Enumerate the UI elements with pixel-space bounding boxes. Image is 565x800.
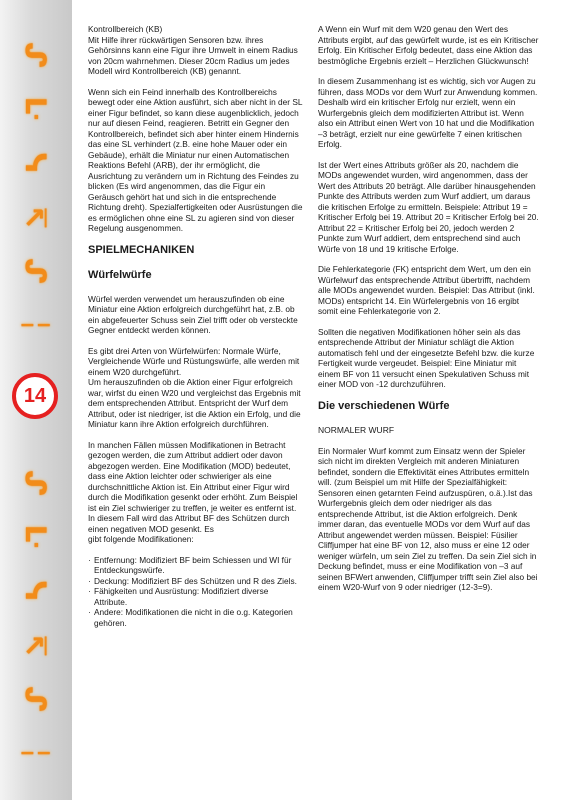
kb-intro-paragraph: Kontrollbereich (KB) Mit Hilfe ihrer rückwärtigen Sensoren bzw. ihres Gehörsinns kann eine Figur ihre Umwelt in einem Radius von 20cm wahrnehmen. Dieser 20cm Radius um jedes Modell wird Kontrollbereich (KB) genannt. <box>88 24 298 76</box>
subsection-title: Die verschiedenen Würfe <box>318 399 450 412</box>
list-item: · Fähigkeiten und Ausrüstung: Modifiziert diverse Attribute. <box>88 586 303 607</box>
glyph-column-bottom <box>18 468 52 768</box>
right-column <box>318 24 540 593</box>
decorative-sidebar <box>0 0 72 800</box>
negative-mods-paragraph: Sollten die negativen Modifikationen höher sein als das entsprechende Attribut der Miniatur schlägt die Aktion automatisch fehl und der eingesetzte Befehl bzw. die kurze Fertigkeit wurde vergeudet. Beispiel: Eine Miniatur mit einem BF von 11 versucht einen Spekulativen Schuss mit einer MOD von -12 durchzuführen. <box>318 326 535 389</box>
list-item: · Deckung: Modifiziert BF des Schützen und R des Ziels. <box>88 576 303 587</box>
alien-glyph: ᓭ <box>19 152 52 174</box>
dice-types-paragraph: Es gibt drei Arten von Würfelwürfen: Normale Würfe, Vergleichende Würfe und Rüstungswürfe, alle werden mit einem W20 durchgeführt. Um herauszufinden ob die Aktion einer Figur erfolgreich war, wirfst du einen W20 und vergleichst das Ergebnis mit dem entsprechenden Attribut. Entspricht der Wurf dem Attribut, oder ist niedriger, ist die Aktion ein Erfolg, und die Miniatur kann ihre Aktion erfolgreich durchführen. <box>88 345 301 429</box>
dice-intro-paragraph: Würfel werden verwendet um herauszufinden ob eine Miniatur eine Aktion erfolgreich durchgeführt hat, z.B. ob ein abgefeuerter Schuss sein Ziel trifft oder ob versteckte Gegner entdeckt werden können. <box>88 293 298 335</box>
alien-glyph: ᒷ <box>19 96 52 122</box>
alien-glyph: ᔑ <box>19 470 52 496</box>
section-title: SPIELMECHANIKEN <box>88 243 195 256</box>
alien-glyph: ᓭ <box>19 580 52 602</box>
page-number: 14 <box>23 384 47 407</box>
list-item: · Entfernung: Modifiziert BF beim Schiessen und WI für Entdeckungswürfe. <box>88 555 303 576</box>
alien-glyph: ᔑ <box>19 258 52 284</box>
subsection-title: Würfelwürfe <box>88 268 152 281</box>
glyph-column-top <box>18 40 52 340</box>
alien-glyph: ↸ <box>19 633 52 657</box>
modifications-list <box>88 555 303 629</box>
page-number-badge <box>12 373 58 419</box>
alien-glyph: ↸ <box>19 205 52 229</box>
left-column <box>88 24 303 628</box>
error-category-paragraph: Die Fehlerkategorie (FK) entspricht dem Wert, um den ein Würfelwurf das entsprechende Attribut übertrifft, nachdem alle MODs angewendet wurden. Beispiel: Das Attribut (inkl. MODs) entspricht 14. Ein Würfelergebnis von 16 ergibt somit eine Fehlerkategorie von 2. <box>318 264 535 316</box>
mod-context-paragraph: In diesem Zusammenhang ist es wichtig, sich vor Augen zu führen, dass MODs vor dem Wurf zur Anwendung kommen. Deshalb wird ein kritischer Erfolg nur erzielt, wenn ein Wurfergebnis gleich dem modifizierten Attribut ist. Wenn also ein Attribut einen Wert von 10 hat und die Modifikation –3 beträgt, erzielt nur eine gewürfelte 7 einen kritischen Erfolg. <box>318 76 538 149</box>
minor-title: NORMALER WURF <box>318 424 395 435</box>
alien-glyph: ᔑ <box>19 42 52 68</box>
attribute-over-20-paragraph: Ist der Wert eines Attributs größer als 20, nachdem die MODs angewendet wurden, wird angenommen, dass der Wert des Attributs 20 beträgt. Alle darüber hinausgehenden Punkte des Attributs werden zum Wurf addiert, um daraus die kritischen Erfolge zu ermitteln. Beispiele: Attribut 19 = Kritischer Erfolg bei 19. Attribut 20 = Kritischer Erfolg bei 20. Attribut 22 = Kritischer Erfolg bei 20, jedoch werden 2 Punkte zum Wurf addiert, dem entsprechend sind auch Würfe von 18 und 19 kritische Erfolge. <box>318 159 539 254</box>
list-item: · Andere: Modifikationen die nicht in die o.g. Kategorien gehören. <box>88 607 303 628</box>
alien-glyph: ╎ <box>19 316 52 334</box>
alien-glyph: ╎ <box>19 744 52 762</box>
critical-success-paragraph: A Wenn ein Wurf mit dem W20 genau den Wert des Attributs ergibt, auf das gewürfelt wurde, ist es ein Kritischer Erfolg. Ein Kritischer Erfolg bedeutet, dass eine Aktion das bestmögliche Ergebnis erzielt – Herzlichen Glückwunsch! <box>318 24 539 66</box>
mods-intro-paragraph: In manchen Fällen müssen Modifikationen in Betracht gezogen werden, die zum Attribut addiert oder davon abgezogen werden. Eine Modifikation (MOD) bedeutet, dass eine Aktion leichter oder schwieriger als eine durchschnittliche Aktion ist. Ein Attribut einer Figur wird durch die Modifikation gesenkt oder erhöht. Zum Beispiel ist ein Ziel schwieriger zu treffen, je weiter es entfernt ist. In diesem Fall wird das Attribut BF des Schützen durch einen negativen MOD gesenkt. Es gibt folgende Modifikationen: <box>88 439 298 544</box>
alien-glyph: ᒷ <box>19 524 52 550</box>
normal-roll-paragraph: Ein Normaler Wurf kommt zum Einsatz wenn der Spieler sich nicht im direkten Vergleich mit anderen Miniaturen befindet, sondern die Effektivität eines Attributes ermitteln will. (zum Beispiel um mit Hilfe der Spezialfähigkeit: Sensoren einen getarnten Feind aufzuspüren, o.ä.).Ist das Wurfergebnis gleich dem oder niedriger als das entsprechende Attribut, ist die Aktion erfolgreich. Denk immer daran, das eventuelle MODs vor dem Wurf auf das Attribut angewendet werden müssen. Beispiel: Füsilier Cliffjumper hat eine BF von 12, also muss er eine 12 oder weniger würfeln, um sein Ziel zu treffen. Da sein Ziel sich in Deckung befindet, muss er eine Modifikation von –3 auf seinen BFWert anwenden, Cliffjumper trifft sein Ziel also bei einem W20-Wurf von 9 oder niedriger (12-3=9). <box>318 445 538 592</box>
alien-glyph: ᔑ <box>19 686 52 712</box>
kb-enemy-paragraph: Wenn sich ein Feind innerhalb des Kontrollbereichs bewegt oder eine Aktion ausführt, sich aber nicht in der SL einer Figur befindet, so kann diese augenblicklich, jedoch nur auf diesen Feind, reagieren. Betritt ein Gegner den Kontrollbereich, befindet sich aber hinter einem Hindernis das eine SL verhindert (z.B. eine hohe Mauer oder ein Gebäude), erhält die Miniatur nur einen Automatischen Reaktions Befehl (ARB), der ihr ermöglicht, die Ausrichtung zu verändern um in Richtung des Feindes zu blicken (Es wird angenommen, das die Figur ein Geräusch gehört hat und sich in die entsprechende Richtung dreht). Spezialfertigkeiten oder Ausrüstungen die es ermöglichen ohne eine SL zu agieren sind von dieser Regelung ausgenommen. <box>88 86 303 233</box>
